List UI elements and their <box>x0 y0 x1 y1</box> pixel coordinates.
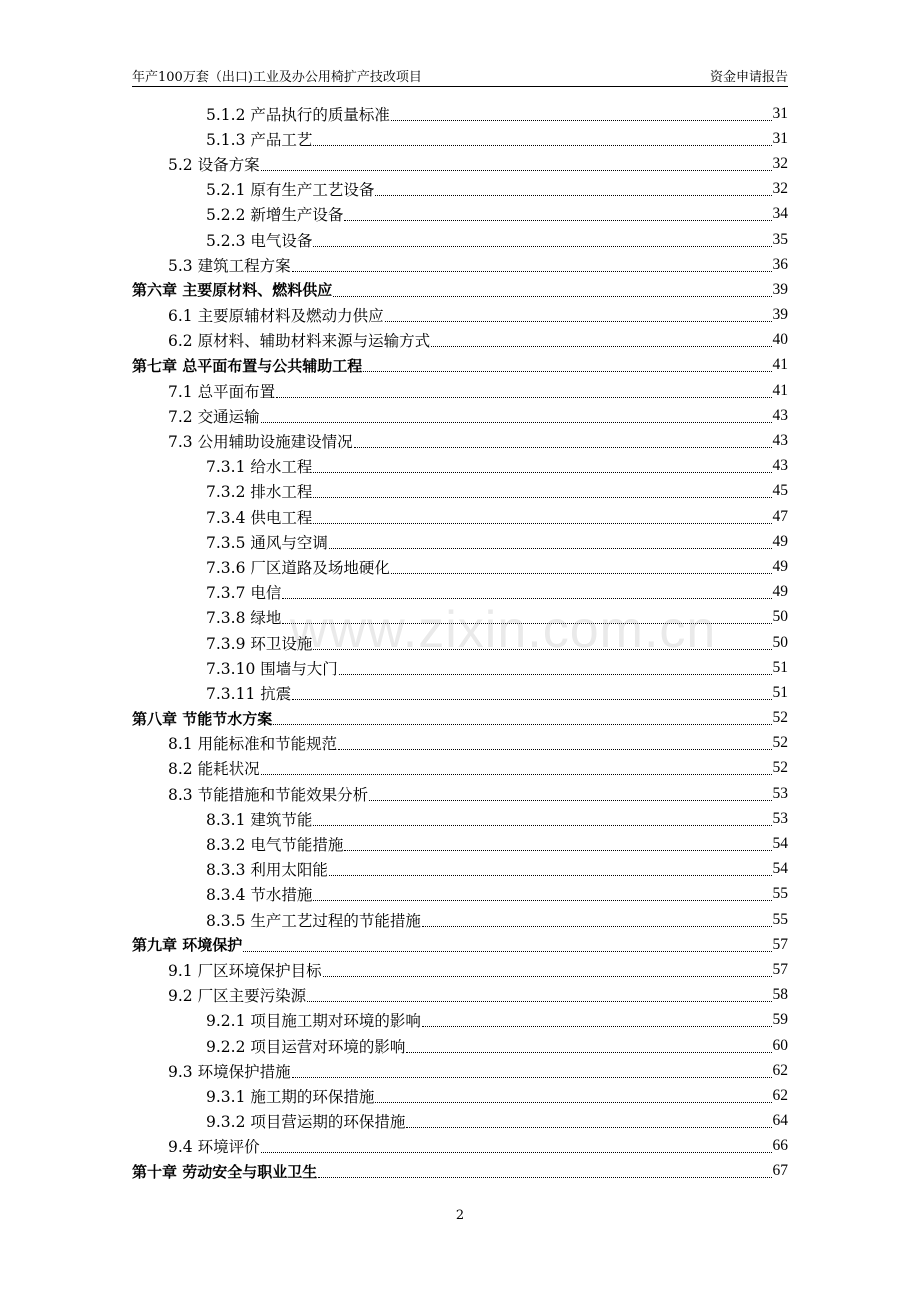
toc-entry[interactable] <box>132 378 788 403</box>
toc-entry-page: 47 <box>772 507 788 525</box>
toc-entry-title: 7.3.8 绿地 <box>206 609 282 628</box>
toc-dot-leader <box>292 1076 772 1078</box>
toc-entry[interactable] <box>132 303 788 328</box>
toc-entry-page: 60 <box>772 1036 788 1054</box>
toc-entry-page: 57 <box>772 960 788 978</box>
toc-entry-page: 45 <box>772 482 788 500</box>
toc-entry-title: 9.4 环境评价 <box>168 1138 260 1157</box>
toc-entry-page: 64 <box>772 1112 788 1130</box>
toc-dot-leader <box>313 471 771 473</box>
toc-entry-page: 53 <box>772 784 788 802</box>
toc-entry-title: 8.3.5 生产工艺过程的节能措施 <box>206 911 421 930</box>
toc-entry-title: 8.3 节能措施和节能效果分析 <box>168 785 369 804</box>
toc-entry[interactable] <box>132 907 788 932</box>
toc-entry-title: 第八章 节能节水方案 <box>132 709 273 728</box>
toc-entry-page: 49 <box>772 557 788 575</box>
toc-entry-page: 40 <box>772 331 788 349</box>
toc-entry-title: 5.1.2 产品执行的质量标准 <box>206 105 390 124</box>
toc-entry[interactable] <box>132 202 788 227</box>
toc-dot-leader <box>318 1176 771 1178</box>
toc-entry-page: 39 <box>772 280 788 298</box>
toc-entry-title: 8.3.4 节水措施 <box>206 886 313 905</box>
toc-entry-title: 7.3.7 电信 <box>206 584 282 603</box>
toc-dot-leader <box>422 925 772 927</box>
toc-dot-leader <box>385 320 772 322</box>
toc-entry-title: 5.3 建筑工程方案 <box>168 256 291 275</box>
toc-chapter-entry[interactable] <box>132 1159 788 1184</box>
toc-entry-title: 9.2.2 项目运营对环境的影响 <box>206 1037 406 1056</box>
toc-entry-title: 5.2.3 电气设备 <box>206 231 313 250</box>
toc-dot-leader <box>391 572 772 574</box>
toc-entry-page: 62 <box>772 1086 788 1104</box>
toc-chapter-entry[interactable] <box>132 353 788 378</box>
toc-dot-leader <box>276 396 771 398</box>
toc-entry[interactable] <box>132 151 788 176</box>
toc-entry-title: 7.3.10 围墙与大门 <box>206 659 338 678</box>
toc-entry-title: 9.3.2 项目营运期的环保措施 <box>206 1113 406 1132</box>
toc-entry[interactable] <box>132 328 788 353</box>
toc-dot-leader <box>344 219 771 221</box>
toc-entry-page: 52 <box>772 709 788 727</box>
toc-entry-page: 32 <box>772 154 788 172</box>
toc-entry-title: 7.3.5 通风与空调 <box>206 533 328 552</box>
toc-entry-title: 8.3.2 电气节能措施 <box>206 836 344 855</box>
toc-entry-page: 35 <box>772 230 788 248</box>
toc-entry-title: 9.1 厂区环境保护目标 <box>168 961 322 980</box>
toc-entry-page: 52 <box>772 759 788 777</box>
toc-entry-page: 49 <box>772 532 788 550</box>
toc-chapter-entry[interactable] <box>132 277 788 302</box>
toc-dot-leader <box>369 799 771 801</box>
toc-dot-leader <box>422 1025 772 1027</box>
toc-dot-leader <box>261 773 772 775</box>
toc-entry-title: 6.1 主要原辅材料及燃动力供应 <box>168 307 384 326</box>
toc-dot-leader <box>406 1126 771 1128</box>
toc-dot-leader <box>261 421 772 423</box>
toc-dot-leader <box>375 1101 771 1103</box>
toc-entry-title: 7.3.6 厂区道路及场地硬化 <box>206 558 390 577</box>
toc-dot-leader <box>282 597 771 599</box>
toc-dot-leader <box>329 547 772 549</box>
toc-entry-page: 67 <box>772 1162 788 1180</box>
header-report-type: 资金申请报告 <box>709 70 788 85</box>
toc-entry-title: 9.2.1 项目施工期对环境的影响 <box>206 1012 421 1031</box>
toc-entry[interactable] <box>132 831 788 856</box>
toc-entry[interactable] <box>132 479 788 504</box>
toc-entry-page: 51 <box>772 683 788 701</box>
toc-entry-title: 8.1 用能标准和节能规范 <box>168 735 338 754</box>
toc-entry-page: 34 <box>772 205 788 223</box>
toc-entry[interactable] <box>132 806 788 831</box>
toc-entry[interactable] <box>132 101 788 126</box>
toc-entry[interactable] <box>132 756 788 781</box>
toc-entry[interactable] <box>132 1033 788 1058</box>
toc-dot-leader <box>323 975 772 977</box>
toc-entry-page: 54 <box>772 835 788 853</box>
toc-entry-page: 31 <box>772 104 788 122</box>
toc-entry-page: 32 <box>772 180 788 198</box>
toc-entry-title: 5.2.1 原有生产工艺设备 <box>206 181 375 200</box>
toc-entry-title: 5.2 设备方案 <box>168 155 260 174</box>
toc-entry-title: 5.1.3 产品工艺 <box>206 130 313 149</box>
toc-entry-title: 第十章 劳动安全与职业卫生 <box>132 1162 318 1181</box>
toc-dot-leader <box>313 899 771 901</box>
toc-entry-page: 50 <box>772 633 788 651</box>
toc-entry-page: 39 <box>772 306 788 324</box>
toc-entry-title: 7.3.4 供电工程 <box>206 508 313 527</box>
toc-entry-page: 58 <box>772 986 788 1004</box>
toc-entry-title: 7.3.11 抗震 <box>206 684 292 703</box>
toc-dot-leader <box>313 522 771 524</box>
toc-dot-leader <box>363 370 771 372</box>
toc-entry[interactable] <box>132 428 788 453</box>
toc-dot-leader <box>329 874 772 876</box>
toc-entry-title: 7.3.2 排水工程 <box>206 483 313 502</box>
toc-entry-title: 第六章 主要原材料、燃料供应 <box>132 281 333 300</box>
toc-entry[interactable] <box>132 454 788 479</box>
toc-entry-page: 52 <box>772 734 788 752</box>
toc-entry[interactable] <box>132 177 788 202</box>
toc-chapter-entry[interactable] <box>132 706 788 731</box>
toc-entry-page: 41 <box>772 356 788 374</box>
toc-entry[interactable] <box>132 1109 788 1134</box>
toc-dot-leader <box>292 270 772 272</box>
toc-entry[interactable] <box>132 529 788 554</box>
toc-entry-page: 50 <box>772 608 788 626</box>
toc-dot-leader <box>391 119 772 121</box>
toc-entry-title: 8.3.3 利用太阳能 <box>206 861 328 880</box>
toc-entry[interactable] <box>132 126 788 151</box>
toc-dot-leader <box>333 295 771 297</box>
toc-entry[interactable] <box>132 957 788 982</box>
toc-entry-title: 第七章 总平面布置与公共辅助工程 <box>132 356 363 375</box>
toc-dot-leader <box>354 446 772 448</box>
toc-entry-page: 31 <box>772 129 788 147</box>
toc-dot-leader <box>313 824 771 826</box>
toc-entry-page: 43 <box>772 432 788 450</box>
toc-entry[interactable] <box>132 227 788 252</box>
page-number: 2 <box>455 1208 465 1223</box>
toc-entry-page: 55 <box>772 885 788 903</box>
toc-entry[interactable] <box>132 882 788 907</box>
toc-entry-page: 57 <box>772 935 788 953</box>
toc-entry-page: 43 <box>772 457 788 475</box>
toc-entry-title: 7.3.9 环卫设施 <box>206 634 313 653</box>
toc-dot-leader <box>292 698 771 700</box>
toc-entry[interactable] <box>132 252 788 277</box>
toc-entry-title: 第九章 环境保护 <box>132 936 243 955</box>
toc-dot-leader <box>375 194 771 196</box>
toc-entry[interactable] <box>132 731 788 756</box>
toc-dot-leader <box>339 673 772 675</box>
toc-entry-page: 66 <box>772 1137 788 1155</box>
toc-entry-title: 6.2 原材料、辅助材料来源与运输方式 <box>168 332 431 351</box>
toc-entry[interactable] <box>132 680 788 705</box>
toc-dot-leader <box>431 345 771 347</box>
toc-entry[interactable] <box>132 781 788 806</box>
toc-entry[interactable] <box>132 554 788 579</box>
toc-entry-page: 49 <box>772 583 788 601</box>
toc-dot-leader <box>313 496 771 498</box>
toc-dot-leader <box>307 1000 771 1002</box>
toc-entry[interactable] <box>132 1134 788 1159</box>
toc-entry[interactable] <box>132 403 788 428</box>
toc-entry-title: 9.2 厂区主要污染源 <box>168 987 307 1006</box>
toc-entry-title: 7.1 总平面布置 <box>168 382 276 401</box>
toc-dot-leader <box>243 950 771 952</box>
toc-dot-leader <box>406 1051 771 1053</box>
toc-dot-leader <box>338 748 771 750</box>
toc-entry[interactable] <box>132 1008 788 1033</box>
header-project-title: 年产100万套（出口)工业及办公用椅扩产技改项目 <box>132 70 422 85</box>
toc-entry-title: 9.3 环境保护措施 <box>168 1062 291 1081</box>
toc-dot-leader <box>273 723 771 725</box>
toc-entry-title: 9.3.1 施工期的环保措施 <box>206 1087 375 1106</box>
toc-dot-leader <box>313 245 771 247</box>
toc-entry-page: 51 <box>772 658 788 676</box>
toc-entry[interactable] <box>132 1058 788 1083</box>
toc-entry[interactable] <box>132 1083 788 1108</box>
toc-dot-leader <box>344 849 771 851</box>
toc-entry-page: 53 <box>772 809 788 827</box>
toc-entry-page: 41 <box>772 381 788 399</box>
toc-entry[interactable] <box>132 983 788 1008</box>
toc-entry[interactable] <box>132 504 788 529</box>
toc-entry[interactable] <box>132 857 788 882</box>
toc-entry-page: 36 <box>772 255 788 273</box>
watermark-text: www.zixin.com.cn <box>290 601 717 659</box>
page-header <box>132 62 788 87</box>
toc-dot-leader <box>261 1151 772 1153</box>
toc-dot-leader <box>313 144 771 146</box>
toc-entry-page: 54 <box>772 860 788 878</box>
toc-entry-title: 8.3.1 建筑节能 <box>206 810 313 829</box>
toc-entry-title: 7.2 交通运输 <box>168 407 260 426</box>
toc-entry-title: 7.3.1 给水工程 <box>206 458 313 477</box>
toc-entry-page: 43 <box>772 406 788 424</box>
toc-entry-page: 59 <box>772 1011 788 1029</box>
toc-entry-page: 55 <box>772 910 788 928</box>
toc-entry-title: 5.2.2 新增生产设备 <box>206 206 344 225</box>
toc-entry-title: 7.3 公用辅助设施建设情况 <box>168 433 353 452</box>
toc-chapter-entry[interactable] <box>132 932 788 957</box>
toc-entry-page: 62 <box>772 1061 788 1079</box>
toc-entry-title: 8.2 能耗状况 <box>168 760 260 779</box>
toc-dot-leader <box>261 169 772 171</box>
